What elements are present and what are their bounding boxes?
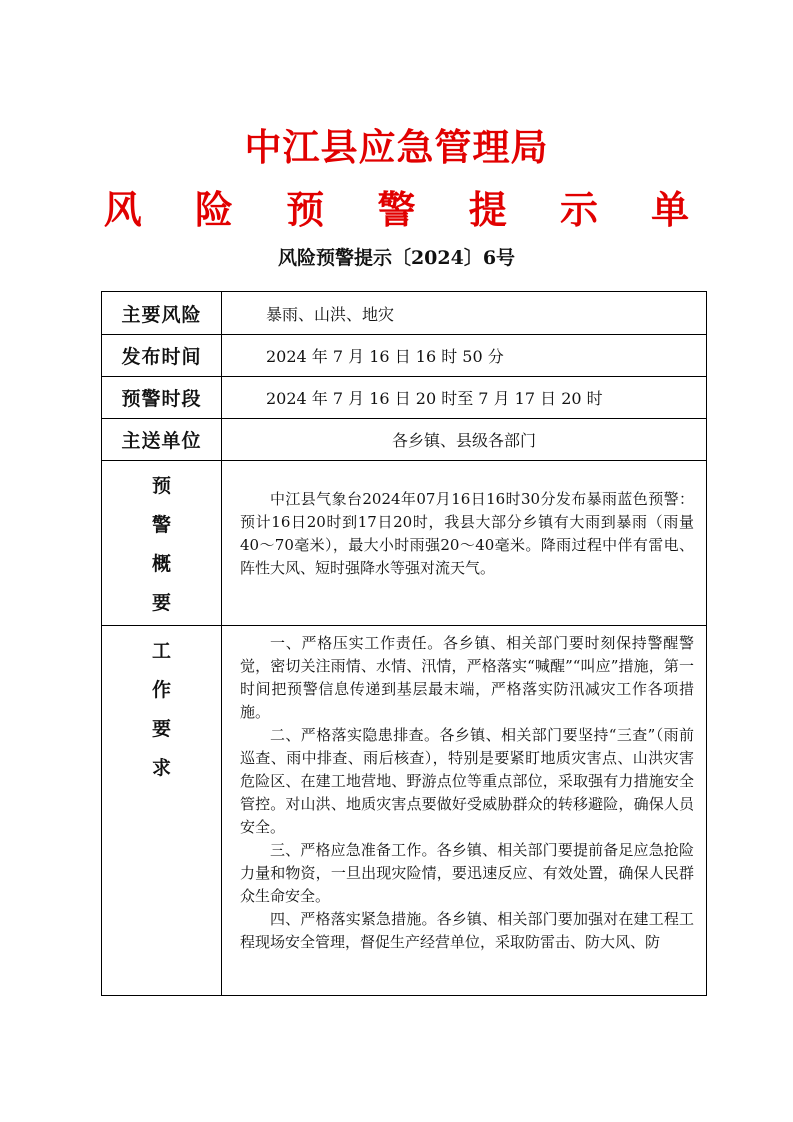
row-work-requirements <box>102 626 707 996</box>
publish-time-label: 发布时间 <box>102 335 222 377</box>
warning-summary-cell <box>222 461 707 626</box>
work-label-char: 要 <box>151 718 171 740</box>
work-requirements-cell <box>222 626 707 996</box>
row-warning-summary <box>102 461 707 626</box>
row-publish-time <box>102 335 707 377</box>
publish-time-value: 2024 年 7 月 16 日 16 时 50 分 <box>222 335 707 377</box>
work-paragraph: 三、严格应急准备工作。各乡镇、相关部门要提前备足应急抢险力量和物资，一旦出现灾险情，要迅速反应、有效处置，确保人民群众生命安全。 <box>240 841 694 905</box>
warning-period-label: 预警时段 <box>102 377 222 419</box>
row-main-risk <box>102 292 707 335</box>
warning-summary-label <box>102 461 222 626</box>
org-title: 中江县应急管理局 <box>244 125 549 169</box>
main-risk-label: 主要风险 <box>102 292 222 335</box>
row-recipients <box>102 419 707 461</box>
document-title: 风 险 预 警 提 示 单 <box>103 187 710 232</box>
work-requirements-label <box>102 626 222 996</box>
work-paragraph: 四、严格落实紧急措施。各乡镇、相关部门要加强对在建工程工程现场安全管理，督促生产经营单位，采取防雷击、防大风、防 <box>240 910 694 951</box>
main-risk-value: 暴雨、山洪、地灾 <box>222 292 707 335</box>
summary-label-char: 概 <box>151 553 171 575</box>
summary-label-char: 预 <box>151 475 171 497</box>
work-requirements-content <box>240 632 694 995</box>
row-warning-period <box>102 377 707 419</box>
summary-label-char: 警 <box>151 514 171 536</box>
work-paragraph: 二、严格落实隐患排查。各乡镇、相关部门要坚持“三查”（雨前巡查、雨中排查、雨后核查），特别是要紧盯地质灾害点、山洪灾害危险区、在建工地营地、野游点位等重点部位，采取强有力措施安全管控。对山洪、地质灾害点要做好受威胁群众的转移避险，确保人员安全。 <box>240 726 694 836</box>
document-number: 风险预警提示〔2024〕6号 <box>277 247 516 269</box>
work-label-char: 工 <box>151 640 171 662</box>
warning-period-value: 2024 年 7 月 16 日 20 时至 7 月 17 日 20 时 <box>222 377 707 419</box>
recipients-value: 各乡镇、县级各部门 <box>222 419 707 461</box>
warning-summary-text: 中江县气象台2024年07月16日16时30分发布暴雨蓝色预警：预计16日20时到17日20时，我县大部分乡镇有大雨到暴雨（雨量40～70毫米），最大小时雨强20～40毫米。降雨过程中伴有雷电、阵性大风、短时强降水等强对流天气。 <box>240 490 694 577</box>
recipients-label: 主送单位 <box>102 419 222 461</box>
work-paragraph: 一、严格压实工作责任。各乡镇、相关部门要时刻保持警醒警觉，密切关注雨情、水情、汛情，严格落实“喊醒”“叫应”措施，第一时间把预警信息传递到基层最末端，严格落实防汛减灾工作各项措施。 <box>240 634 694 721</box>
summary-label-char: 要 <box>151 592 171 614</box>
warning-table <box>101 291 707 996</box>
work-label-char: 求 <box>151 757 171 779</box>
work-label-char: 作 <box>151 679 171 701</box>
